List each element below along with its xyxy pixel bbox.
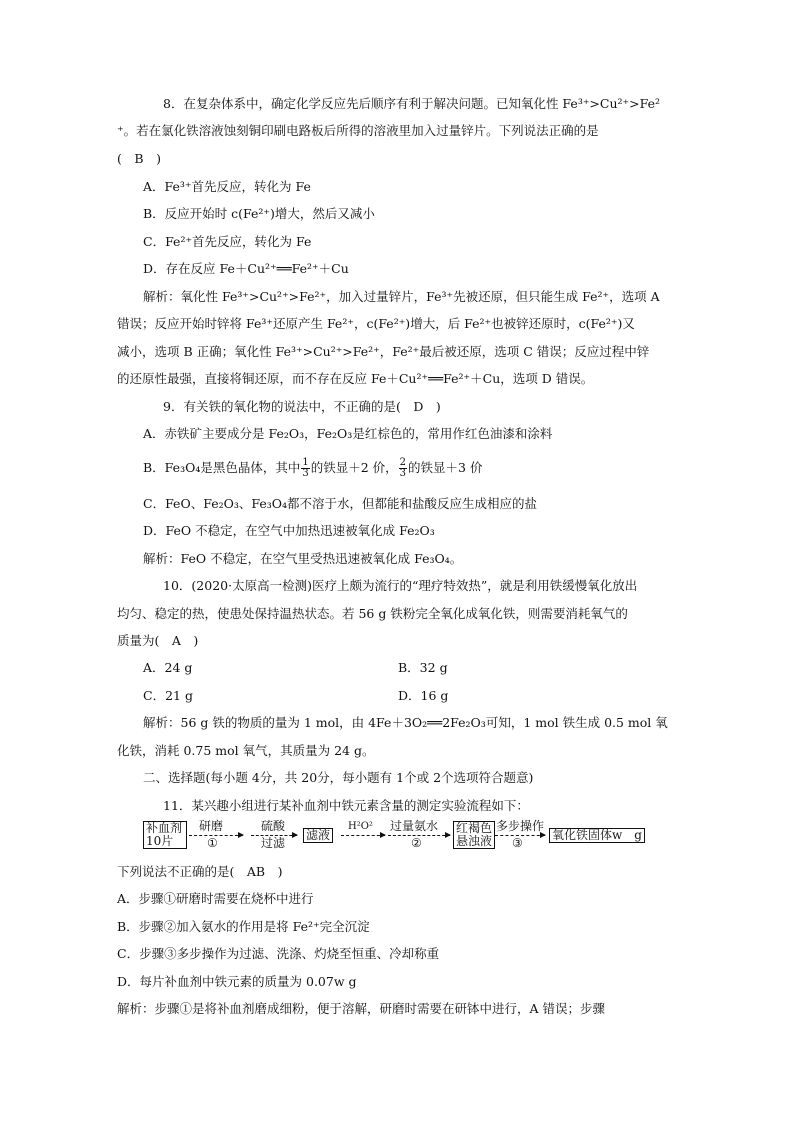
q11-option-c: C．步骤③多步操作为过滤、洗涤、灼烧至恒重、冷却称重 (117, 946, 440, 961)
q9-option-d: D．FeO 不稳定，在空气中加热迅速被氧化成 Fe₂O₃ (143, 523, 435, 538)
experiment-flow-diagram (143, 818, 663, 858)
q8-option-a: A．Fe³⁺首先反应，转化为 Fe (143, 179, 311, 194)
q11-explanation-line1: 解析：步骤①是将补血剂磨成细粉，便于溶解，研磨时需要在研钵中进行，A 错误；步骤 (117, 1001, 606, 1016)
q9-option-b (143, 454, 482, 482)
q10-explanation-line2: 化铁，消耗 0.75 mol 氧气，其质量为 24 g。 (117, 743, 375, 758)
flow-step2-label: 硫酸 (261, 819, 286, 833)
q8-stem-line2: ⁺。若在氯化铁溶液蚀刻铜印刷电路板后所得的溶液里加入过量锌片。下列说法正确的是 (117, 123, 599, 138)
q8-explanation-line1: 解析：氧化性 Fe³⁺>Cu²⁺>Fe²⁺，加入过量锌片，Fe³⁺先被还原，但只能生成 Fe²⁺，选项 A (143, 289, 660, 304)
q8-explanation-line2: 错误；反应开始时锌将 Fe³⁺还原产生 Fe²⁺，c(Fe²⁺)增大，后 Fe²⁺也被锌还原时，c(Fe²⁺)又 (117, 316, 635, 331)
q9-option-b-mid: 的铁显＋2 价， (310, 460, 398, 475)
q9-option-a: A．赤铁矿主要成分是 Fe₂O₃，Fe₂O₃是红棕色的，常用作红色油漆和涂料 (143, 426, 553, 441)
q8-explanation-line3: 减小，选项 B 正确；氧化性 Fe³⁺>Cu²⁺>Fe²⁺，Fe²⁺最后被还原，选项 C 错误；反应过程中锌 (117, 344, 650, 359)
q10-option-a: A．24 g (143, 660, 193, 675)
q10-explanation-line1: 解析：56 g 铁的物质的量为 1 mol，由 4Fe＋3O₂══2Fe₂O₃可知，1 mol 铁生成 0.5 mol 氧 (143, 715, 668, 730)
q9-option-c: C．FeO、Fe₂O₃、Fe₃O₄都不溶于水，但都能和盐酸反应生成相应的盐 (143, 496, 538, 511)
q9-option-b-pre: B．Fe₃O₄是黑色晶体，其中 (143, 460, 301, 475)
q10-stem-line2: 均匀、稳定的热，使患处保持温热状态。若 56 g 铁粉完全氧化成氧化铁，则需要消耗氧气的 (117, 606, 628, 621)
flow-step4-label: 多步操作 (496, 819, 545, 833)
flow-box-supplement: 补血剂 10片 (143, 821, 187, 849)
q8-stem-line1: 8．在复杂体系中，确定化学反应先后顺序有利于解决问题。已知氧化性 Fe³⁺>Cu²⁺>Fe² (163, 96, 660, 111)
fraction-one-third: $\frac{1}{3}$ (302, 457, 309, 479)
q9-explanation: 解析：FeO 不稳定，在空气里受热迅速被氧化成 Fe₃O₄。 (143, 551, 463, 566)
q10-option-b: B．32 g (398, 660, 448, 675)
q10-stem-line3: 质量为( A ) (117, 633, 199, 648)
flow-step1-label: 研磨 (199, 819, 224, 833)
q10-option-c: C．21 g (143, 688, 193, 703)
q9-stem: 9．有关铁的氧化物的说法中，不正确的是( D ) (163, 399, 441, 414)
q8-option-b: B．反应开始时 c(Fe²⁺)增大，然后又减小 (143, 206, 375, 221)
q11-option-d: D．每片补血剂中铁元素的质量为 0.07w g (117, 974, 357, 989)
flow-box-filtrate: 滤液 (303, 828, 333, 843)
fraction-two-thirds: $\frac{2}{3}$ (399, 457, 407, 479)
q9-option-b-post: 的铁显＋3 价 (408, 460, 483, 475)
flow-reagent-label: H²O² (348, 821, 373, 832)
q8-explanation-line4: 的还原性最强，直接将铜还原，而不存在反应 Fe＋Cu²⁺══Fe²⁺＋Cu，选项 D 错误。 (117, 371, 594, 386)
q10-stem-line1: 10．(2020·太原高一检测)医疗上颇为流行的“理疗特效热”，就是利用铁缓慢氧化放出 (163, 578, 638, 593)
section-heading: 二、选择题(每小题 4分，共 20分，每小题有 1个或 2个选项符合题意) (143, 770, 534, 785)
flow-step4-number: ③ (512, 836, 523, 850)
q11-question: 下列说法不正确的是( AB ) (117, 864, 283, 879)
q8-answer: ( B ) (117, 151, 161, 166)
flow-step2-sub: 过滤 (261, 836, 286, 850)
q11-option-a: A．步骤①研磨时需要在烧杯中进行 (117, 891, 314, 906)
flow-step3-label: 过量氨水 (390, 819, 439, 833)
q10-option-d: D．16 g (398, 688, 449, 703)
q8-option-d: D．存在反应 Fe＋Cu²⁺══Fe²⁺＋Cu (143, 261, 349, 276)
q11-stem: 11．某兴趣小组进行某补血剂中铁元素含量的测定实验流程如下： (163, 798, 529, 813)
flow-arrow-3 (341, 835, 385, 836)
q8-option-c: C．Fe²⁺首先反应，转化为 Fe (143, 234, 312, 249)
flow-box-iron-oxide: 氧化铁固体w g (549, 828, 645, 843)
flow-box-suspension: 红褐色 悬浊液 (453, 821, 495, 849)
flow-step1-number: ① (207, 836, 218, 850)
flow-step3-number: ② (411, 836, 422, 850)
q11-option-b: B．步骤②加入氨水的作用是将 Fe²⁺完全沉淀 (117, 919, 370, 934)
